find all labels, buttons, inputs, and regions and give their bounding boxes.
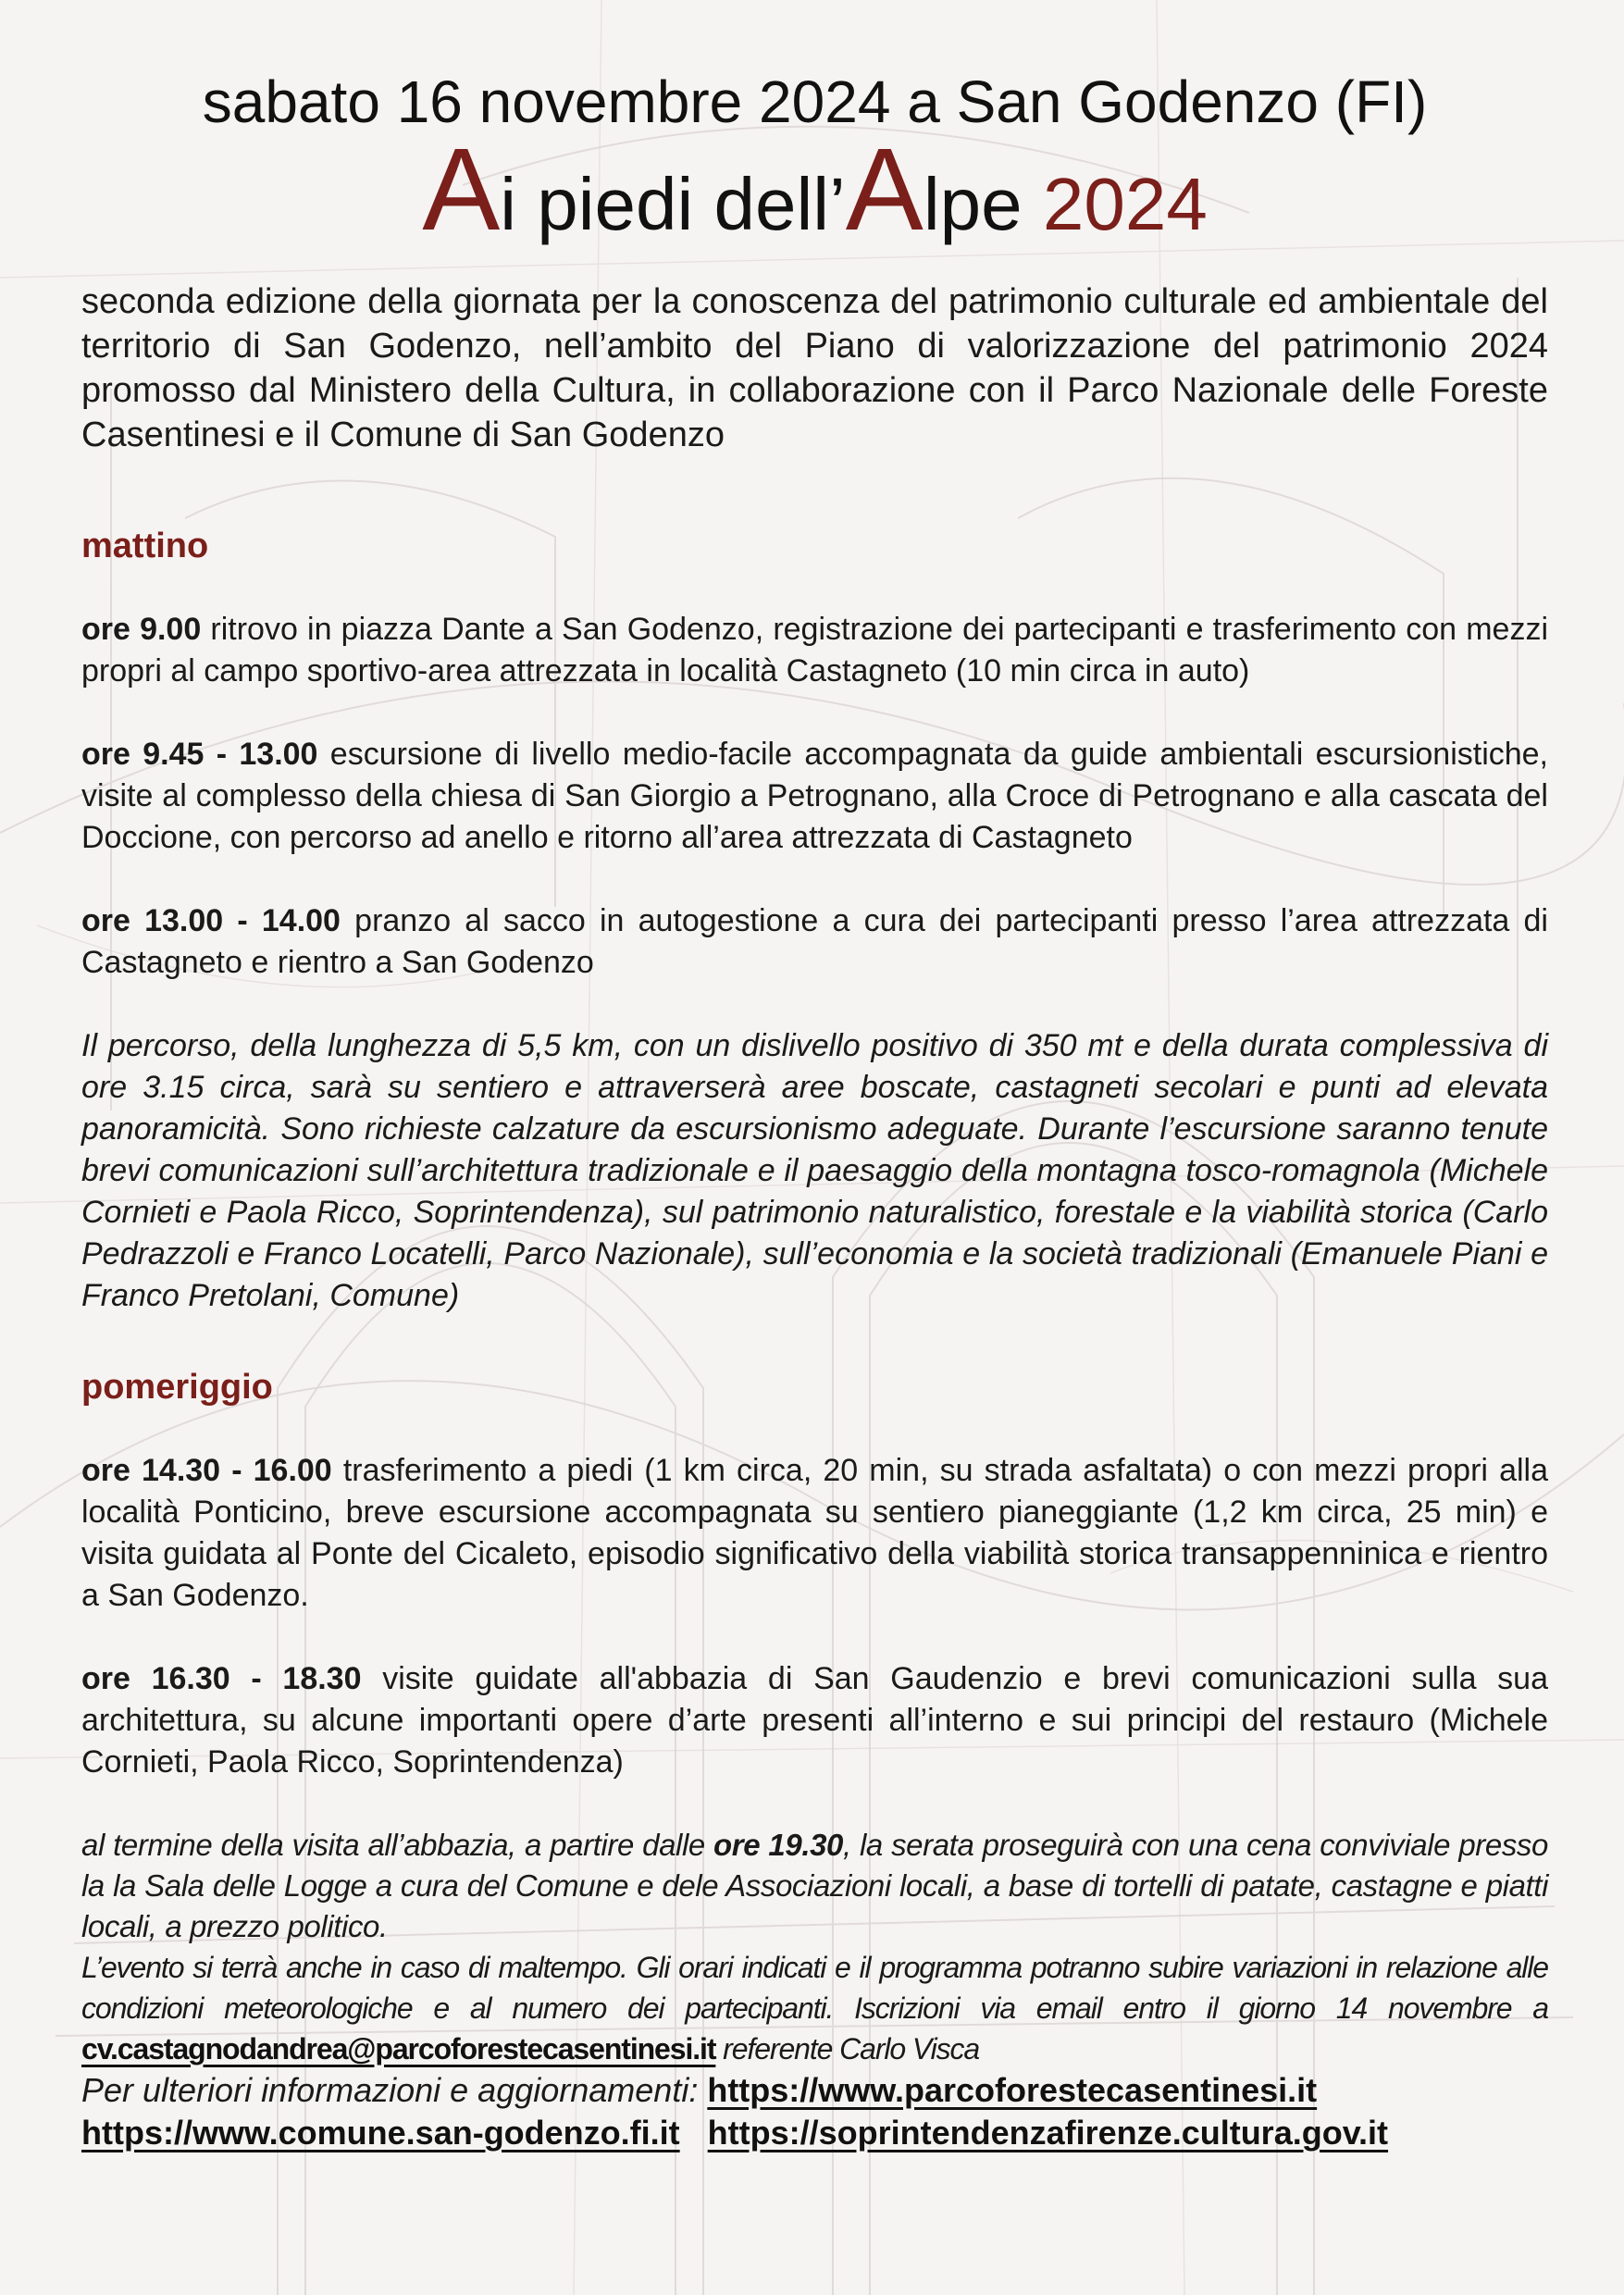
poster: [81, 65, 1548, 2154]
comune-website-link[interactable]: https://www.comune.san-godenzo.fi.it: [81, 2114, 680, 2152]
schedule-time: ore 16.30 - 18.30: [81, 1661, 362, 1696]
event-title: [81, 124, 1548, 255]
intro-paragraph: seconda edizione della giornata per la conoscenza del patrimonio culturale ed ambientale del territorio di San Godenzo, nell’ambito del Piano di valorizzazione del patrimonio 2024 promosso dal Ministero della Cultura, in collaborazione con il Parco Nazionale delle Foreste Casentinesi e il Comune di San Godenzo: [81, 282, 1548, 454]
schedule-item: [81, 609, 1548, 692]
weather-text: L’evento si terrà anche in caso di maltempo. Gli orari indicati e il programma potranno subire variazioni in relazione alle condizioni meteorologiche e al numero dei partecipanti. Iscrizioni via email entro il giorno 14 novembre a: [81, 1951, 1548, 2025]
dinner-note: [81, 1825, 1548, 1947]
dinner-text-end: , la serata proseguirà con una cena conviviale presso la la Sala delle Logge a cura del Comune e dele Associazioni locali, a base di tortelli di patate, castagne e piatti locali, a prezzo politico.: [81, 1828, 1548, 1943]
schedule-time: ore 14.30 - 16.00: [81, 1453, 332, 1488]
title-initial-a: A: [422, 124, 501, 254]
schedule-item: [81, 1658, 1548, 1783]
title-part-2: lpe: [923, 163, 1023, 245]
schedule-text: escursione di livello medio-facile accompagnata da guide ambientali escursionistiche, visite al complesso della chiesa di San Giorgio a Petrognano, alla Croce di Petrognano e alla cascata del Doccione, con percorso ad anello e ritorno all’area attrezzata di Castagneto: [81, 737, 1549, 855]
schedule-text: ritrovo in piazza Dante a San Godenzo, registrazione dei partecipanti e trasferimento con mezzi propri al campo sportivo-area attrezzata in località Castagneto (10 min circa in auto): [81, 612, 1549, 688]
schedule-text: trasferimento a piedi (1 km circa, 20 min, su strada asfaltata) o con mezzi propri alla località Ponticino, breve escursione accompagnata su sentiero pianeggiante (1,2 km circa, 25 min) e visita guidata al Ponte del Cicaleto, episodio significativo della viabilità storica transappenninica e rientro a San Godenzo.: [81, 1453, 1548, 1613]
event-date: sabato 16 novembre 2024 a San Godenzo (FI): [202, 68, 1428, 135]
schedule-item: [81, 900, 1548, 984]
section-heading-mattino: mattino: [81, 527, 209, 565]
title-year: 2024: [1042, 163, 1208, 245]
dinner-time: ore 19.30: [713, 1828, 843, 1862]
schedule-time: ore 9.45 - 13.00: [81, 737, 318, 772]
section-heading-pomeriggio: pomeriggio: [81, 1368, 273, 1407]
title-part-1: i piedi dell’: [500, 163, 846, 245]
info-line: [81, 2069, 1548, 2112]
links-line: [81, 2112, 1548, 2154]
title-initial-a-alpe: A: [845, 124, 924, 254]
schedule-time: ore 9.00: [81, 612, 202, 647]
parco-website-link[interactable]: https://www.parcoforestecasentinesi.it: [707, 2071, 1318, 2109]
weather-note: [81, 1947, 1548, 2069]
dinner-text-start: al termine della visita all’abbazia, a partire dalle: [81, 1828, 714, 1862]
contact-person: referente Carlo Visca: [715, 2032, 980, 2066]
soprintendenza-website-link[interactable]: https://soprintendenzafirenze.cultura.gov.it: [707, 2114, 1389, 2152]
schedule-text: visite guidate all'abbazia di San Gaudenzio e brevi comunicazioni sulla sua architettura, su alcune importanti opere d’arte presenti all’interno e sui principi del restauro (Michele Cornieti, Paola Ricco, Soprintendenza): [81, 1661, 1548, 1780]
schedule-text: pranzo al sacco in autogestione a cura dei partecipanti presso l’area attrezzata di Castagneto e rientro a San Godenzo: [81, 903, 1548, 980]
schedule-time: ore 13.00 - 14.00: [81, 903, 341, 938]
route-note: Il percorso, della lunghezza di 5,5 km, con un dislivello positivo di 350 mt e della durata complessiva di ore 3.15 circa, sarà su sentiero e attraverserà aree boscate, castagneti secolari e punti ad elevata panoramicità. Sono richieste calzature da escursionismo adeguate. Durante l’escursione saranno tenute brevi comunicazioni sull’architettura tradizionale e il paesaggio della montagna tosco-romagnola (Michele Cornieti e Paola Ricco, Soprintendenza), sul patrimonio naturalistico, forestale e la viabilità storica (Carlo Pedrazzoli e Franco Locatelli, Parco Nazionale), sull’economia e la società tradizionali (Emanuele Piani e Franco Pretolani, Comune): [81, 1028, 1548, 1313]
info-label: Per ulteriori informazioni e aggiornamenti:: [81, 2071, 708, 2109]
schedule-item: [81, 1450, 1548, 1617]
schedule-item: [81, 734, 1548, 859]
registration-email-link[interactable]: cv.castagnodandrea@parcoforestecasentinesi.it: [81, 2032, 716, 2066]
